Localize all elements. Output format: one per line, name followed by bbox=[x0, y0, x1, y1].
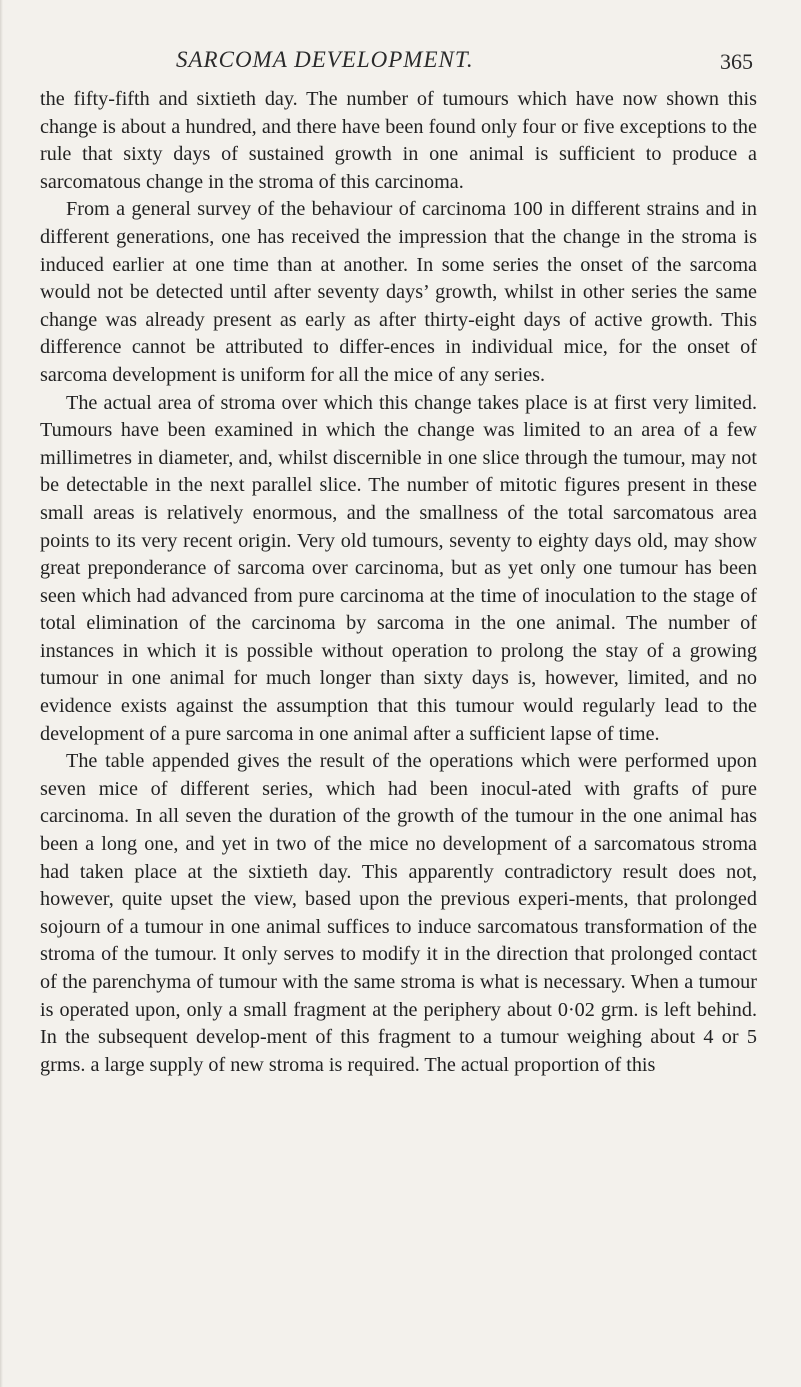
paragraph: The actual area of stroma over which this change takes place is at first very limited. Tumours have been examined in which the change was limited to an area of a few millimetres in diameter, and, whilst discernible in one slice through the tumour, may not be detectable in the next parallel slice. The number of mitotic figures present in these small areas is relatively enormous, and the smallness of the total sarcomatous area points to its very recent origin. Very old tumours, seventy to eighty days old, may show great preponderance of sarcoma over carcinoma, but as yet only one tumour has been seen which had advanced from pure carcinoma at the time of inoculation to the stage of total elimination of the carcinoma by sarcoma in the one animal. The number of instances in which it is possible without operation to prolong the stay of a growing tumour in one animal for much longer than sixty days is, however, limited, and no evidence exists against the assumption that this tumour would regularly lead to the development of a pure sarcoma in one animal after a sufficient lapse of time. bbox=[40, 391, 757, 745]
paragraph-continuation: the fifty-fifth and sixtieth day. The number of tumours which have now shown this change is about a hundred, and there have been found only four or five exceptions to the rule that sixty days of sustained growth in one animal is sufficient to produce a sarcomatous change in the stroma of this carcinoma. bbox=[40, 88, 757, 193]
page-binding-edge bbox=[0, 0, 3, 1387]
paragraph: The table appended gives the result of the operations which were performed upon seven mice of different series, which had been inocul-ated with grafts of pure carcinoma. In all seven the duration of the growth of the tumour in the one animal has been a long one, and yet in two of the mice no development of a sarcomatous stroma had taken place at the sixtieth day. This apparently contradictory result does not, however, quite upset the view, based upon the previous experi-ments, that prolonged sojourn of a tumour in one animal suffices to induce sarcomatous transformation of the stroma of the tumour. It only serves to modify it in the direction that prolonged contact of the parenchyma of tumour with the same stroma is what is necessary. When a tumour is operated upon, only a small fragment at the periphery about 0·02 grm. is left behind. In the subsequent develop-ment of this fragment to a tumour weighing about 4 or 5 grms. a large supply of new stroma is required. The actual proportion of this bbox=[40, 750, 757, 1076]
running-head bbox=[176, 47, 736, 73]
page-number: 365 bbox=[720, 49, 753, 74]
body-text bbox=[40, 86, 757, 1079]
paragraph: From a general survey of the behaviour of carcinoma 100 in different strains and in different generations, one has received the impression that the change in the stroma is induced earlier at one time than at another. In some series the onset of the sarcoma would not be detected until after seventy days’ growth, whilst in other series the same change was already present as early as after thirty-eight days of active growth. This difference cannot be attributed to differ-ences in individual mice, for the onset of sarcoma development is uniform for all the mice of any series. bbox=[40, 198, 757, 386]
running-title: SARCOMA DEVELOPMENT. bbox=[176, 47, 474, 72]
